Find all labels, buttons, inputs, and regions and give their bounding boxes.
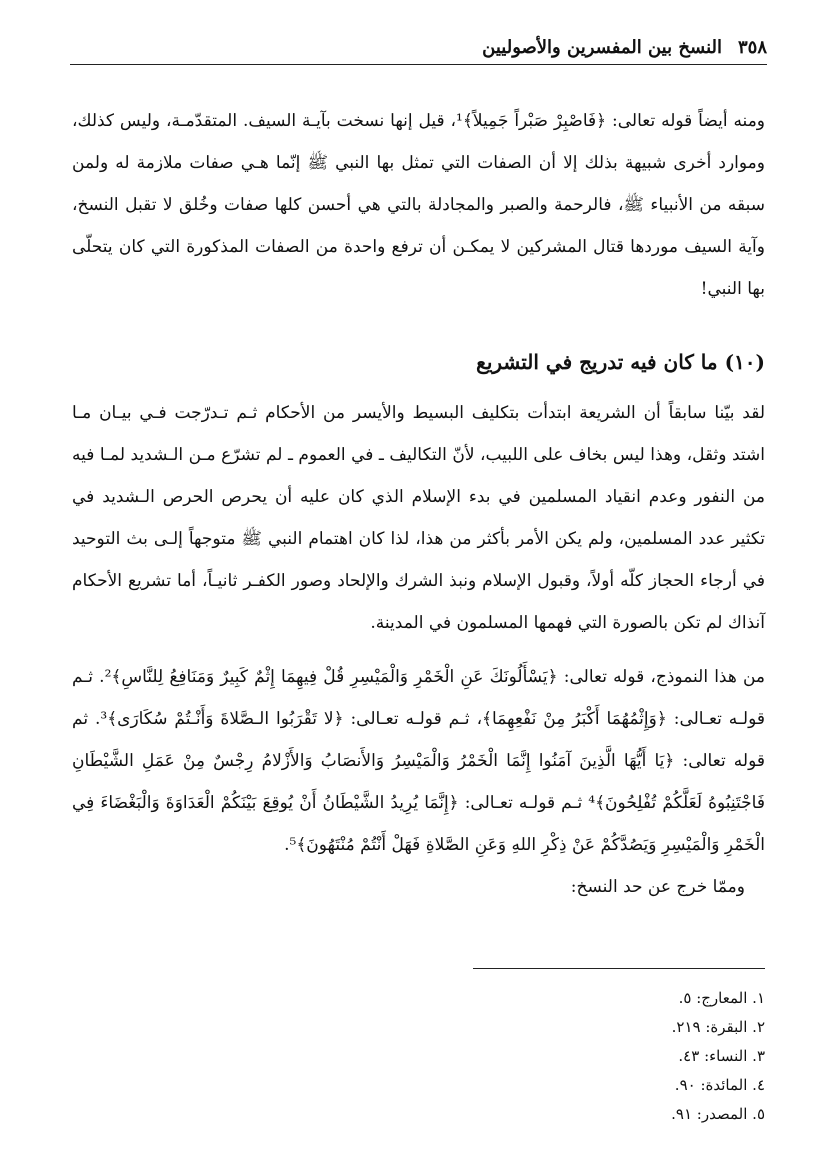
paragraph-3: من هذا النموذج، قوله تعالى: ﴿يَسْأَلُونَكَ عَنِ الْخَمْرِ وَالْمَيْسِرِ قُلْ فِيهِمَا إِثْمٌ كَبِيرٌ وَمَنَافِعُ لِلنَّاسِ﴾². ثـم قولـه تعـالى: ﴿وَإِثْمُهُمَا أَكْبَرُ مِنْ نَفْعِهِمَا﴾، ثـم قولـه تعـالى: ﴿لا تَقْرَبُوا الـصَّلاةَ وَأَنْـتُمْ سُكَارَى﴾³. ثم قوله تعالى: ﴿يَا أَيُّهَا الَّذِينَ آمَنُوا إِنَّمَا الْخَمْرُ وَالْمَيْسِرُ وَالأَنصَابُ وَالأَزْلامُ رِجْسٌ مِنْ عَمَلِ الشَّيْطَانِ فَاجْتَنِبُوهُ لَعَلَّكُمْ تُفْلِحُونَ﴾⁴ ثـم قولـه تعـالى: ﴿إِنَّمَا يُرِيدُ الشَّيْطَانُ أَنْ يُوقِعَ بَيْنَكُمْ الْعَدَاوَةَ وَالْبَغْضَاءَ فِي الْخَمْرِ وَالْمَيْسِرِ وَيَصُدَّكُمْ عَنْ ذِكْرِ اللهِ وَعَنِ الصَّلاةِ فَهَلْ أَنْتُمْ مُنْتَهُونَ﴾⁵. [72,667,765,855]
paragraph-2-block [72,392,765,644]
page-header [70,30,767,65]
footnote-2: ٢. البقرة: ٢١٩. [671,1018,765,1036]
footnote-3: ٣. النساء: ٤٣. [678,1047,765,1065]
paragraph-1: ومنه أيضاً قوله تعالى: ﴿فَاصْبِرْ صَبْراً جَمِيلاً﴾¹، قيل إنها نسخت بآيـة السيف. المتقدّمـة، وليس كذلك، وموارد أخرى شبيهة بذلك إلا أن الصفات التي تمثل بها النبي ﷺ إنّما هـي صفات ملازمة له ولمن سبقه من الأنبياء ﷺ، فالرحمة والصبر والمجادلة بالتي هي أحسن كلها صفات وخُلق لا تقبل النسخ، وآية السيف موردها قتال المشركين لا يمكـن أن ترفع واحدة من الصفات المذكورة التي كان يتحلّى بها النبي! [72,111,766,299]
paragraph-4: وممّا خرج عن حد النسخ: [570,877,745,897]
paragraph-1-block [72,100,765,310]
section-heading: (١٠) ما كان فيه تدريج في التشريع [476,350,765,374]
paragraph-2: لقد بيّنا سابقاً أن الشريعة ابتدأت بتكليف البسيط والأيسر من الأحكام ثـم تـدرّجت فـي بيـان مـا اشتد وثقل، وهذا ليس بخاف على اللبيب، لأنّ التكاليف ـ في العموم ـ لم تشرّع مـن الـشديد لمـا فيه من النفور وعدم انقياد المسلمين في بدء الإسلام الذي كان عليه أن يحرص الحرص الـشديد في تكثير عدد المسلمين، ولم يكن الأمر بأكثر من هذا، لذا كان اهتمام النبي ﷺ متوجهاً إلـى بث التوحيد في أرجاء الحجاز كلّه أولاً، وقبول الإسلام ونبذ الشرك والإلحاد وصور الكفـر ثانيـاً، أما تشريع الأحكام آنذاك لم تكن بالصورة التي فهمها المسلمون في المدينة. [72,403,765,633]
footnote-divider [473,968,765,969]
footnote-5: ٥. المصدر: ٩١. [671,1105,765,1123]
paragraph-3-block [72,656,765,908]
footnotes-list [400,984,765,1129]
footnote-4: ٤. المائدة: ٩٠. [674,1076,765,1094]
running-title: النسخ بين المفسرين والأصوليين [482,36,722,58]
footnote-1: ١. المعارج: ٥. [678,989,765,1007]
page-number: ٣٥٨ [737,36,767,58]
